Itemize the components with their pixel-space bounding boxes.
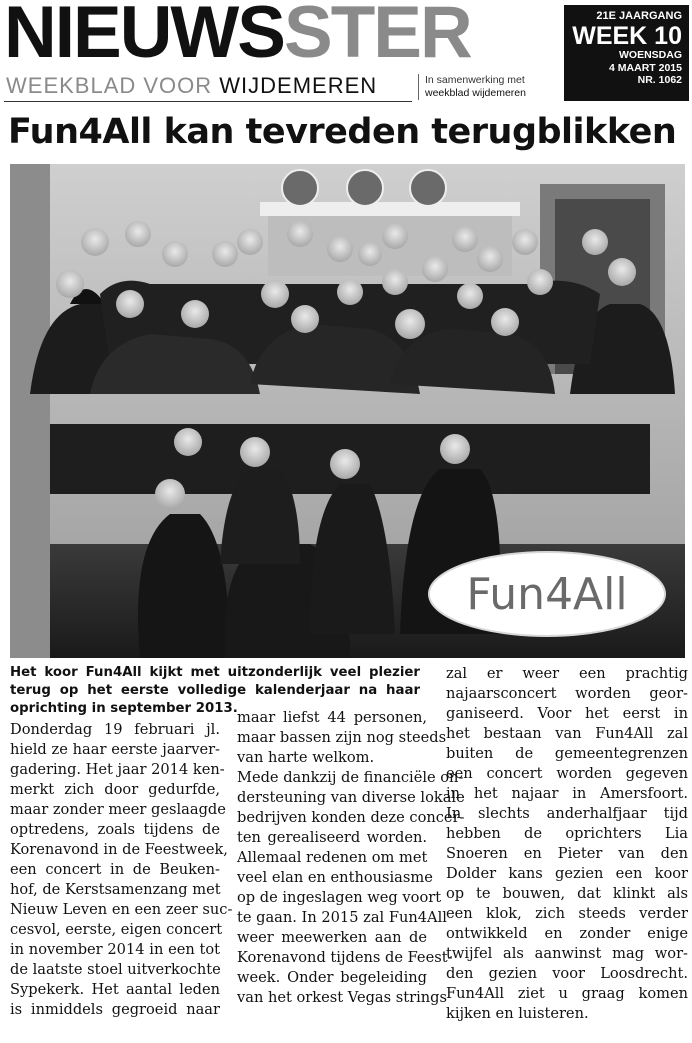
issue-number: NR. 1062 <box>637 74 682 86</box>
article-line: maar zonder meer geslaagde <box>10 801 226 818</box>
article-line: In slechts anderhalfjaar tijd <box>446 805 688 822</box>
wall-plates <box>282 170 446 206</box>
article-line: van het orkest Vegas strings <box>237 989 447 1006</box>
article-line: op te bouwen, dat klinkt als <box>446 885 688 902</box>
article-line: merkt zich door gedurfde, <box>10 781 220 798</box>
article-lead: Het koor Fun4All kijkt met uitzonderlijk veel plezier terug op het eerste volledige kalenderjaar na haar oprichting in september 2013. <box>10 665 420 716</box>
tagline <box>6 73 377 99</box>
article-line: najaarsconcert worden geor- <box>446 685 688 702</box>
article-line: hebben de oprichters Lia <box>446 825 688 842</box>
article-headline: Fun4All kan tevreden terugblikken <box>8 112 677 152</box>
coop-line-1: In samenwerking met <box>425 74 525 86</box>
article-line: maar liefst 44 personen, <box>237 709 427 726</box>
article-line: optredens, zoals tijdens de <box>10 821 220 838</box>
article-line: gadering. Het jaar 2014 ken- <box>10 761 225 778</box>
article-line: ontwikkeld en zonder enige <box>446 925 688 942</box>
article-line: Fun4All ziet u graag komen <box>446 985 688 1002</box>
tagline-part-dark: WIJDEMEREN <box>219 73 378 98</box>
article-line: Nieuw Leven en een zeer suc- <box>10 901 233 918</box>
issue-info-box <box>564 5 689 101</box>
article-line: maar bassen zijn nog steeds <box>237 729 447 746</box>
issue-date: 4 MAART 2015 <box>609 61 682 74</box>
article-line: Mede dankzij de financiële on- <box>237 769 464 786</box>
article-line: in het najaar in Amersfoort. <box>446 785 688 802</box>
article-line: den gezien voor Loosdrecht. <box>446 965 688 982</box>
article-line: bedrijven konden deze concer- <box>237 809 465 826</box>
article-line: buiten de gemeentegrenzen <box>446 745 688 762</box>
article-line: kijken en luisteren. <box>446 1005 589 1022</box>
photo-logo-text: Fun4All <box>466 569 628 620</box>
choir-photo <box>10 164 685 658</box>
article-line: Korenavond tijdens de Feest- <box>237 949 453 966</box>
issue-day: WOENSDAG <box>619 49 682 61</box>
week-number: WEEK 10 <box>572 22 682 50</box>
article-column-3 <box>446 664 688 1024</box>
article-line: van harte welkom. <box>237 749 375 766</box>
newspaper-logo <box>4 0 471 73</box>
article-line: zal er weer een prachtig <box>446 665 688 682</box>
article-line: ten gerealiseerd worden. <box>237 829 427 846</box>
article-line: in november 2014 in een tot <box>10 941 220 958</box>
article-line: veel elan en enthousiasme <box>237 869 433 886</box>
article-column-1 <box>10 720 233 1020</box>
article-line: een concert in de Beuken- <box>10 861 220 878</box>
article-line: een concert worden gegeven <box>446 765 688 782</box>
logo-part-dark: NIEUWS <box>4 0 284 73</box>
article-line: weer meewerken aan de <box>237 929 427 946</box>
article-line: ganiseerd. Voor het eerst in <box>446 705 688 722</box>
article-line: hof, de Kerstsamenzang met <box>10 881 221 898</box>
logo-part-grey: STER <box>284 0 471 73</box>
article-line: week. Onder begeleiding <box>237 969 427 986</box>
tagline-rule <box>4 101 412 102</box>
jaargang: 21E JAARGANG <box>596 10 682 22</box>
article-line: Snoeren en Pieter van den <box>446 845 688 862</box>
article-line: Dolder kans gezien een koor <box>446 865 688 882</box>
article-line: Allemaal redenen om met <box>237 849 428 866</box>
coop-line-2: weekblad wijdemeren <box>425 87 526 99</box>
article-line: op de ingeslagen weg voort <box>237 889 442 906</box>
article-line: cesvol, eerste, eigen concert <box>10 921 223 938</box>
article-line: Sypekerk. Het aantal leden <box>10 981 220 998</box>
article-column-2 <box>237 708 465 1008</box>
article-line: dersteuning van diverse lokale <box>237 789 465 806</box>
article-line: het bestaan van Fun4All zal <box>446 725 688 742</box>
article-line: een klok, zich steeds verder <box>446 905 688 922</box>
article-line: hield ze haar eerste jaarver- <box>10 741 220 758</box>
article-line: Donderdag 19 februari jl. <box>10 721 220 738</box>
fun4all-logo-oval <box>429 552 665 636</box>
masthead <box>0 0 692 106</box>
article-line: Korenavond in de Feestweek, <box>10 841 228 858</box>
tagline-part-grey: WEEKBLAD VOOR <box>6 73 220 98</box>
article-line: de laatste stoel uitverkochte <box>10 961 221 978</box>
cooperation-note <box>418 74 567 100</box>
article-line: twijfel als aanwinst mag wor- <box>446 945 688 962</box>
article-line: te gaan. In 2015 zal Fun4All <box>237 909 447 926</box>
article-line: is inmiddels gegroeid naar <box>10 1001 220 1018</box>
